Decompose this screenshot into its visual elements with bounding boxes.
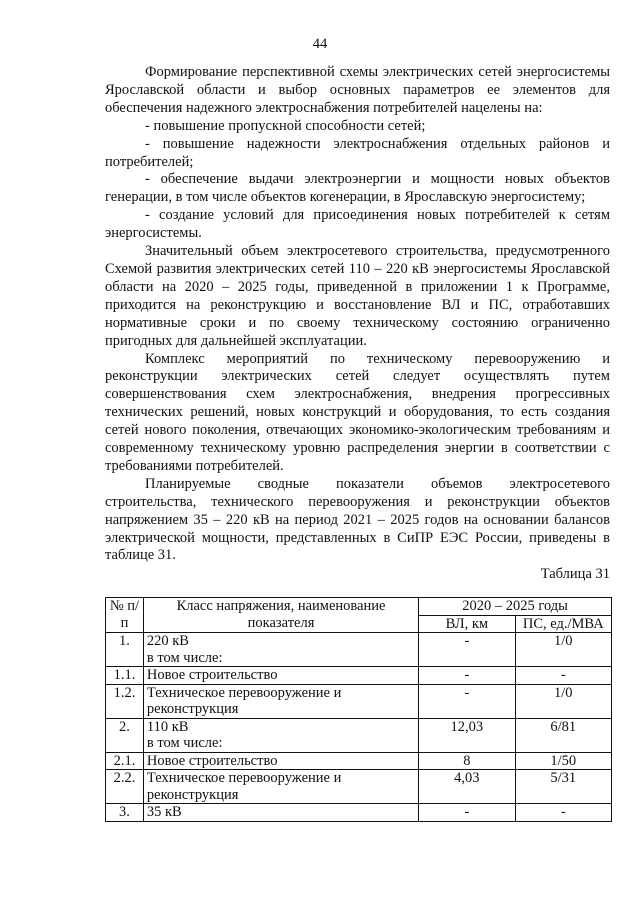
bullet-item: - обеспечение выдачи электроэнергии и мощности новых объектов генерации, в том числе объектов когенерации, в Ярославскую энергосистему; <box>105 171 610 206</box>
cell-vl: - <box>419 684 515 718</box>
header-vl: ВЛ, км <box>419 615 515 633</box>
bullet-item: - повышение надежности электроснабжения отдельных районов и потребителей; <box>105 135 610 170</box>
table-row <box>106 752 612 770</box>
table-row <box>106 633 612 667</box>
cell-name <box>143 752 418 770</box>
cell-ps: 6/81 <box>515 718 611 752</box>
table-row <box>106 804 612 822</box>
cell-name-text: Новое строительство <box>146 752 278 769</box>
cell-ps: - <box>515 667 611 685</box>
cell-ps: 1/50 <box>515 752 611 770</box>
bullet-item: - повышение пропускной способности сетей; <box>145 117 426 134</box>
table-row <box>106 684 612 718</box>
paragraph: Значительный объем электросетевого строительства, предусмотренного Схемой развития электрических сетей 110 – 220 кВ энергосистемы Ярославской области на 2020 – 2025 годы, приведенной в приложении 1 к Программе, приходится на реконструкцию и восстановление ВЛ и ПС, отработавших нормативные сроки и по своему техническому состоянию ограниченно пригодных для дальнейшей эксплуатации. <box>105 243 610 349</box>
table-body <box>106 633 612 822</box>
cell-name-text: 35 кВ <box>146 804 182 820</box>
data-table <box>105 597 612 822</box>
cell-vl: 12,03 <box>419 718 515 752</box>
cell-name <box>143 718 418 752</box>
table-row <box>106 718 612 752</box>
paragraph: Комплекс мероприятий по техническому перевооружению и реконструкции электрических сетей следует осуществлять путем совершенствования схем электроснабжения, внедрения прогрессивных технических решений, новых конструкций и оборудования, то есть создания сетей нового поколения, отвечающих экономико-экологическим требованиям и современному техническому уровню распределения энергии в соответствии с требованиями потребителей. <box>105 350 610 474</box>
cell-name-text: 110 кВ <box>146 718 189 735</box>
cell-num: 3. <box>106 804 144 822</box>
cell-num: 1. <box>106 633 144 667</box>
header-name: Класс напряжения, наименование показателя <box>143 598 418 633</box>
cell-num: 2.1. <box>106 752 144 770</box>
table-header-row <box>106 598 612 616</box>
paragraph: Формирование перспективной схемы электрических сетей энергосистемы Ярославской области и выбор основных параметров ее элементов для обеспечения надежного электроснабжения потребителей нацелены на: <box>105 64 610 116</box>
cell-vl: - <box>419 804 515 822</box>
table-caption: Таблица 31 <box>540 566 610 582</box>
cell-name-sub: в том числе: <box>146 735 223 751</box>
bullet-item: - создание условий для присоединения новых потребителей к сетям энергосистемы. <box>105 207 610 242</box>
paragraph: Планируемые сводные показатели объемов электросетевого строительства, технического перевооружения и реконструкции объектов напряжением 35 – 220 кВ на период 2021 – 2025 годов на основании балансов электрической мощности, представленных в СиПР ЕЭС России, приведены в таблице 31. <box>105 475 610 564</box>
cell-vl: 8 <box>419 752 515 770</box>
body-text <box>105 64 610 565</box>
cell-num: 1.1. <box>106 667 144 685</box>
table-row <box>106 667 612 685</box>
cell-name <box>143 770 418 804</box>
cell-name-text: 220 кВ <box>146 633 189 649</box>
cell-name <box>143 804 418 822</box>
cell-name-text: Техническое перевооружение и реконструкция <box>146 770 342 803</box>
cell-ps: 1/0 <box>515 633 611 667</box>
table-row <box>106 770 612 804</box>
cell-name <box>143 684 418 718</box>
cell-name <box>143 667 418 685</box>
cell-name-text: Новое строительство <box>146 667 278 683</box>
cell-vl: - <box>419 633 515 667</box>
page-number: 44 <box>312 36 328 52</box>
cell-num: 2. <box>106 718 144 752</box>
cell-name <box>143 633 418 667</box>
cell-vl: 4,03 <box>419 770 515 804</box>
cell-num: 1.2. <box>106 684 144 718</box>
header-ps: ПС, ед./МВА <box>515 615 611 633</box>
cell-ps: 1/0 <box>515 684 611 718</box>
cell-num: 2.2. <box>106 770 144 804</box>
cell-name-text: Техническое перевооружение и реконструкция <box>146 684 342 717</box>
cell-name-sub: в том числе: <box>146 649 223 666</box>
header-period: 2020 – 2025 годы <box>419 598 612 616</box>
cell-vl: - <box>419 667 515 685</box>
header-num: № п/п <box>106 598 144 633</box>
cell-ps: 5/31 <box>515 770 611 804</box>
cell-ps: - <box>515 804 611 822</box>
